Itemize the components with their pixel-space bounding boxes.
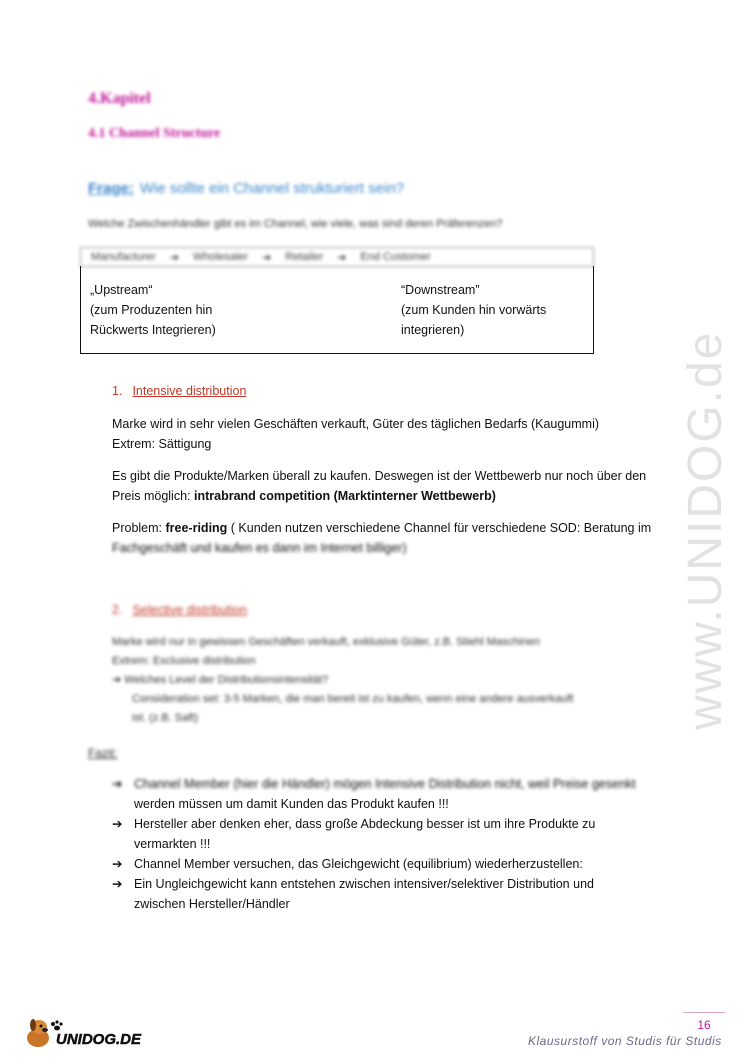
section-title: Intensive distribution	[132, 384, 247, 398]
text-line	[112, 518, 672, 538]
flow-step: Wholesaler	[193, 251, 249, 263]
text-line: Channel Member (hier die Händler) mögen Intensive Distribution nicht, weil Preise gesenkt	[134, 777, 636, 791]
logo-text: UNIDOG.DE	[56, 1031, 142, 1048]
question-text: Wie sollte ein Channel strukturiert sein?	[139, 180, 405, 197]
text-line: werden müssen um damit Kunden das Produkt kaufen !!!	[134, 797, 449, 811]
question	[88, 180, 404, 197]
list-item	[112, 774, 672, 814]
section-2-heading	[112, 603, 247, 617]
text-line: Hersteller aber denken eher, dass große Abdeckung besser ist um ihre Produkte zu	[134, 817, 596, 831]
text-line: Extrem: Exclusive distribution	[112, 655, 256, 667]
text-line	[112, 486, 672, 506]
text-bold: intrabrand competition (Marktinterner Wettbewerb)	[193, 489, 496, 503]
section-number: 2.	[112, 603, 123, 617]
downstream-line: integrieren)	[401, 323, 465, 337]
text-plain: Problem:	[112, 521, 166, 535]
text-line: Fachgeschäft und kaufen es dann im Internet billiger)	[112, 541, 407, 555]
section-1-heading	[112, 384, 246, 398]
list-item	[112, 814, 672, 854]
paragraph-3	[112, 518, 672, 558]
text-line: Ein Ungleichgewicht kann entstehen zwischen intensiver/selektiver Distribution und	[134, 877, 594, 891]
text-line: Channel Member versuchen, das Gleichgewicht (equilibrium) wiederherzustellen:	[134, 857, 583, 871]
text-plain: ( Kunden nutzen verschiedene Channel für verschiedene SOD: Beratung im	[227, 521, 652, 535]
text-line: vermarkten !!!	[134, 837, 211, 851]
subquestion: Welche Zwischenhändler gibt es im Channel, wie viele, was sind deren Präferenzen?	[88, 218, 503, 230]
arrow-icon: ➔	[112, 817, 123, 831]
text-bold: free-riding	[165, 521, 228, 535]
section-heading: 4.1 Channel Structure	[88, 126, 221, 141]
channel-flow	[80, 247, 594, 267]
fazit-heading: Fazit:	[88, 746, 118, 760]
dog-icon	[22, 1012, 162, 1052]
conclusion-list	[112, 774, 672, 914]
paragraph-1	[112, 414, 672, 454]
section-2-text	[112, 633, 652, 728]
stream-box	[80, 266, 594, 354]
footer-text: Klausurstoff von Studis für Studis	[528, 1034, 722, 1048]
unidog-logo	[22, 1012, 162, 1052]
flow-step: Retailer	[285, 251, 324, 263]
chapter-heading: 4.Kapitel	[88, 90, 151, 107]
upstream-line: (zum Produzenten hin	[90, 303, 213, 317]
text-line: zwischen Hersteller/Händler	[134, 897, 290, 911]
arrow-icon: ➔	[337, 251, 347, 264]
section-title: Selective distribution	[132, 603, 248, 617]
arrow-icon: ➔	[169, 251, 180, 264]
list-item	[112, 854, 672, 874]
downstream-line: (zum Kunden hin vorwärts	[401, 303, 547, 317]
text-line: ➔ Welches Level der Distributionsintensität?	[112, 674, 329, 686]
text-line: ist. (z.B. Saft)	[132, 712, 199, 724]
flow-step: Manufacturer	[91, 251, 156, 263]
text-line: Marke wird nur in gewissen Geschäften verkauft, exklusive Güter, z.B. Stiehl Maschinen	[112, 636, 540, 648]
downstream-column	[401, 280, 546, 340]
watermark: www.UNIDOG.de	[679, 330, 732, 730]
upstream-column	[90, 280, 216, 340]
page-number: 16	[697, 1018, 711, 1032]
upstream-line: „Upstream“	[90, 283, 153, 297]
arrow-icon: ➔	[112, 857, 123, 871]
page-number-rule	[683, 1012, 725, 1013]
question-label: Frage:	[88, 180, 134, 197]
upstream-line: Rückwerts Integrieren)	[90, 323, 216, 337]
downstream-line: “Downstream”	[401, 283, 480, 297]
text-line: Extrem: Sättigung	[112, 437, 212, 451]
text-line: Es gibt die Produkte/Marken überall zu kaufen. Deswegen ist der Wettbewerb nur noch über den	[112, 469, 647, 483]
list-item	[112, 874, 672, 914]
arrow-icon: ➔	[112, 877, 123, 891]
arrow-icon: ➔	[262, 251, 272, 264]
section-number: 1.	[112, 384, 123, 398]
flow-step: End Customer	[360, 251, 431, 263]
arrow-icon: ➔	[112, 777, 123, 791]
paragraph-2	[112, 466, 672, 506]
text-line: Consideration set: 3-5 Marken, die man bereit ist zu kaufen, wenn eine andere ausverkauft	[132, 693, 574, 705]
text-plain: Preis möglich:	[112, 489, 194, 503]
text-line: Marke wird in sehr vielen Geschäften verkauft, Güter des täglichen Bedarfs (Kaugummi)	[112, 417, 600, 431]
